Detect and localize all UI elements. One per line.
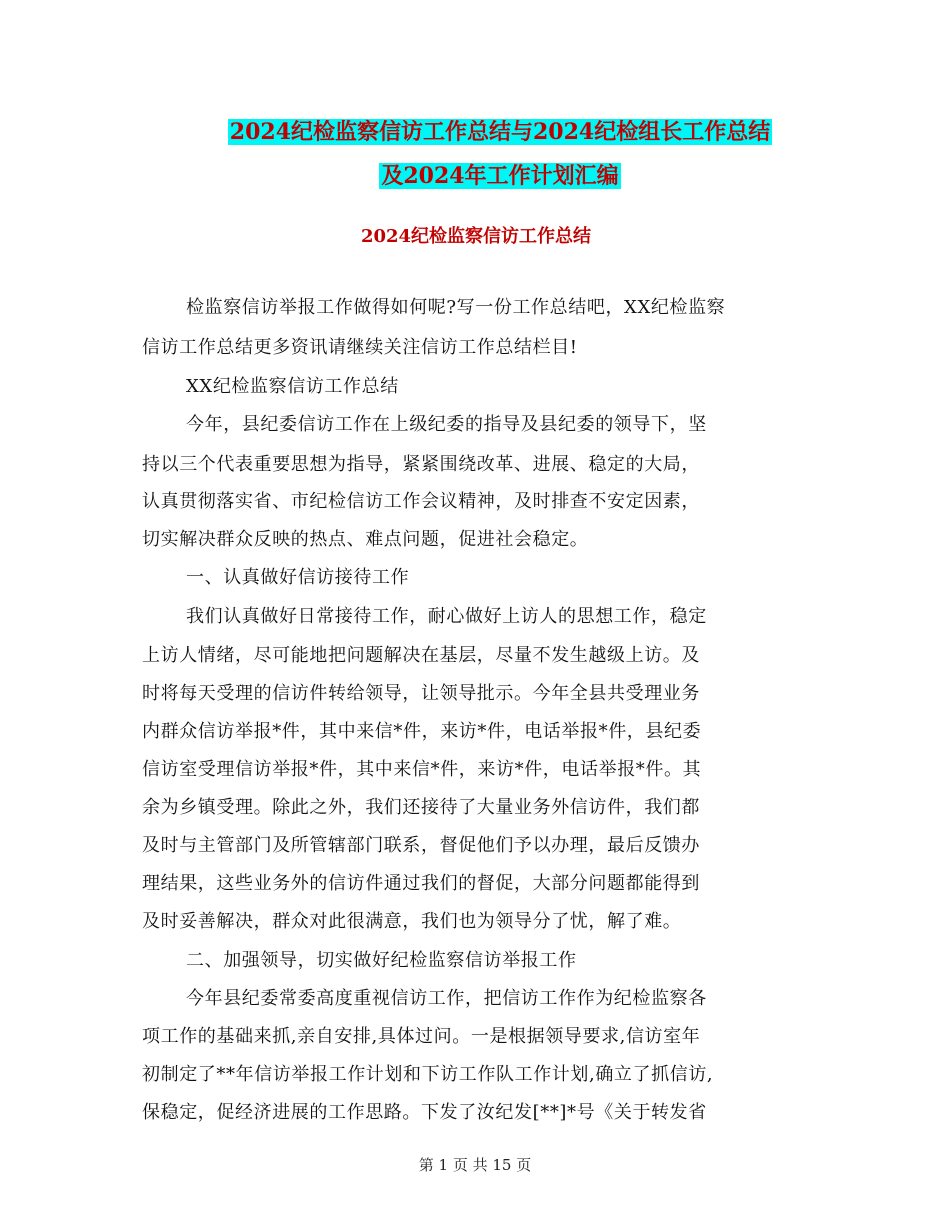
body-line: 今年，县纪委信访工作在上级纪委的指导及县纪委的领导下，坚: [186, 414, 707, 435]
document-title-line-2: 及2024年工作计划汇编: [381, 163, 619, 189]
body-line: 保稳定，促经济进展的工作思路。下发了汝纪发[**]*号《关于转发省: [142, 1102, 707, 1123]
body-line: 认真贯彻落实省、市纪检信访工作会议精神，及时排查不安定因素，: [142, 491, 700, 512]
body-line: 项工作的基础来抓,亲自安排,具体过问。一是根据领导要求,信访室年: [142, 1026, 701, 1047]
body-line: 时将每天受理的信访件转给领导，让领导批示。今年全县共受理业务: [142, 683, 700, 704]
body-line: 及时与主管部门及所管辖部门联系，督促他们予以办理，最后反馈办: [142, 835, 700, 856]
body-line: 信访室受理信访举报*件，其中来信*件，来访*件，电话举报*件。其: [142, 759, 702, 780]
body-line: 内群众信访举报*件，其中来信*件，来访*件，电话举报*件，县纪委: [142, 721, 702, 742]
body-line: 持以三个代表重要思想为指导，紧紧围绕改革、进展、稳定的大局，: [142, 454, 700, 475]
body-line: 今年县纪委常委高度重视信访工作，把信访工作作为纪检监察各: [186, 988, 707, 1009]
body-line: 余为乡镇受理。除此之外，我们还接待了大量业务外信访件，我们都: [142, 797, 700, 818]
section-title: 2024纪检监察信访工作总结: [360, 226, 592, 247]
body-line: 一、认真做好信访接待工作: [186, 567, 410, 588]
body-line: 我们认真做好日常接待工作，耐心做好上访人的思想工作，稳定: [186, 606, 707, 627]
body-line: 理结果，这些业务外的信访件通过我们的督促，大部分问题都能得到: [142, 873, 700, 894]
body-line: 上访人情绪，尽可能地把问题解决在基层，尽量不发生越级上访。及: [142, 645, 700, 666]
body-line: 二、加强领导，切实做好纪检监察信访举报工作: [186, 950, 577, 971]
body-line: 切实解决群众反映的热点、难点问题，促进社会稳定。: [142, 529, 589, 550]
body-line: 初制定了**年信访举报工作计划和下访工作队工作计划,确立了抓信访,: [142, 1064, 714, 1085]
page-footer: 第 1 页 共 15 页: [418, 1156, 532, 1174]
body-line: 信访工作总结更多资讯请继续关注信访工作总结栏目!: [142, 337, 578, 358]
body-line: 检监察信访举报工作做得如何呢?写一份工作总结吧，XX纪检监察: [186, 297, 726, 318]
body-line: 及时妥善解决，群众对此很满意，我们也为领导分了忧，解了难。: [142, 911, 682, 932]
body-line: XX纪检监察信访工作总结: [186, 376, 399, 397]
document-title-line-1: 2024纪检监察信访工作总结与2024纪检组长工作总结: [229, 119, 771, 145]
